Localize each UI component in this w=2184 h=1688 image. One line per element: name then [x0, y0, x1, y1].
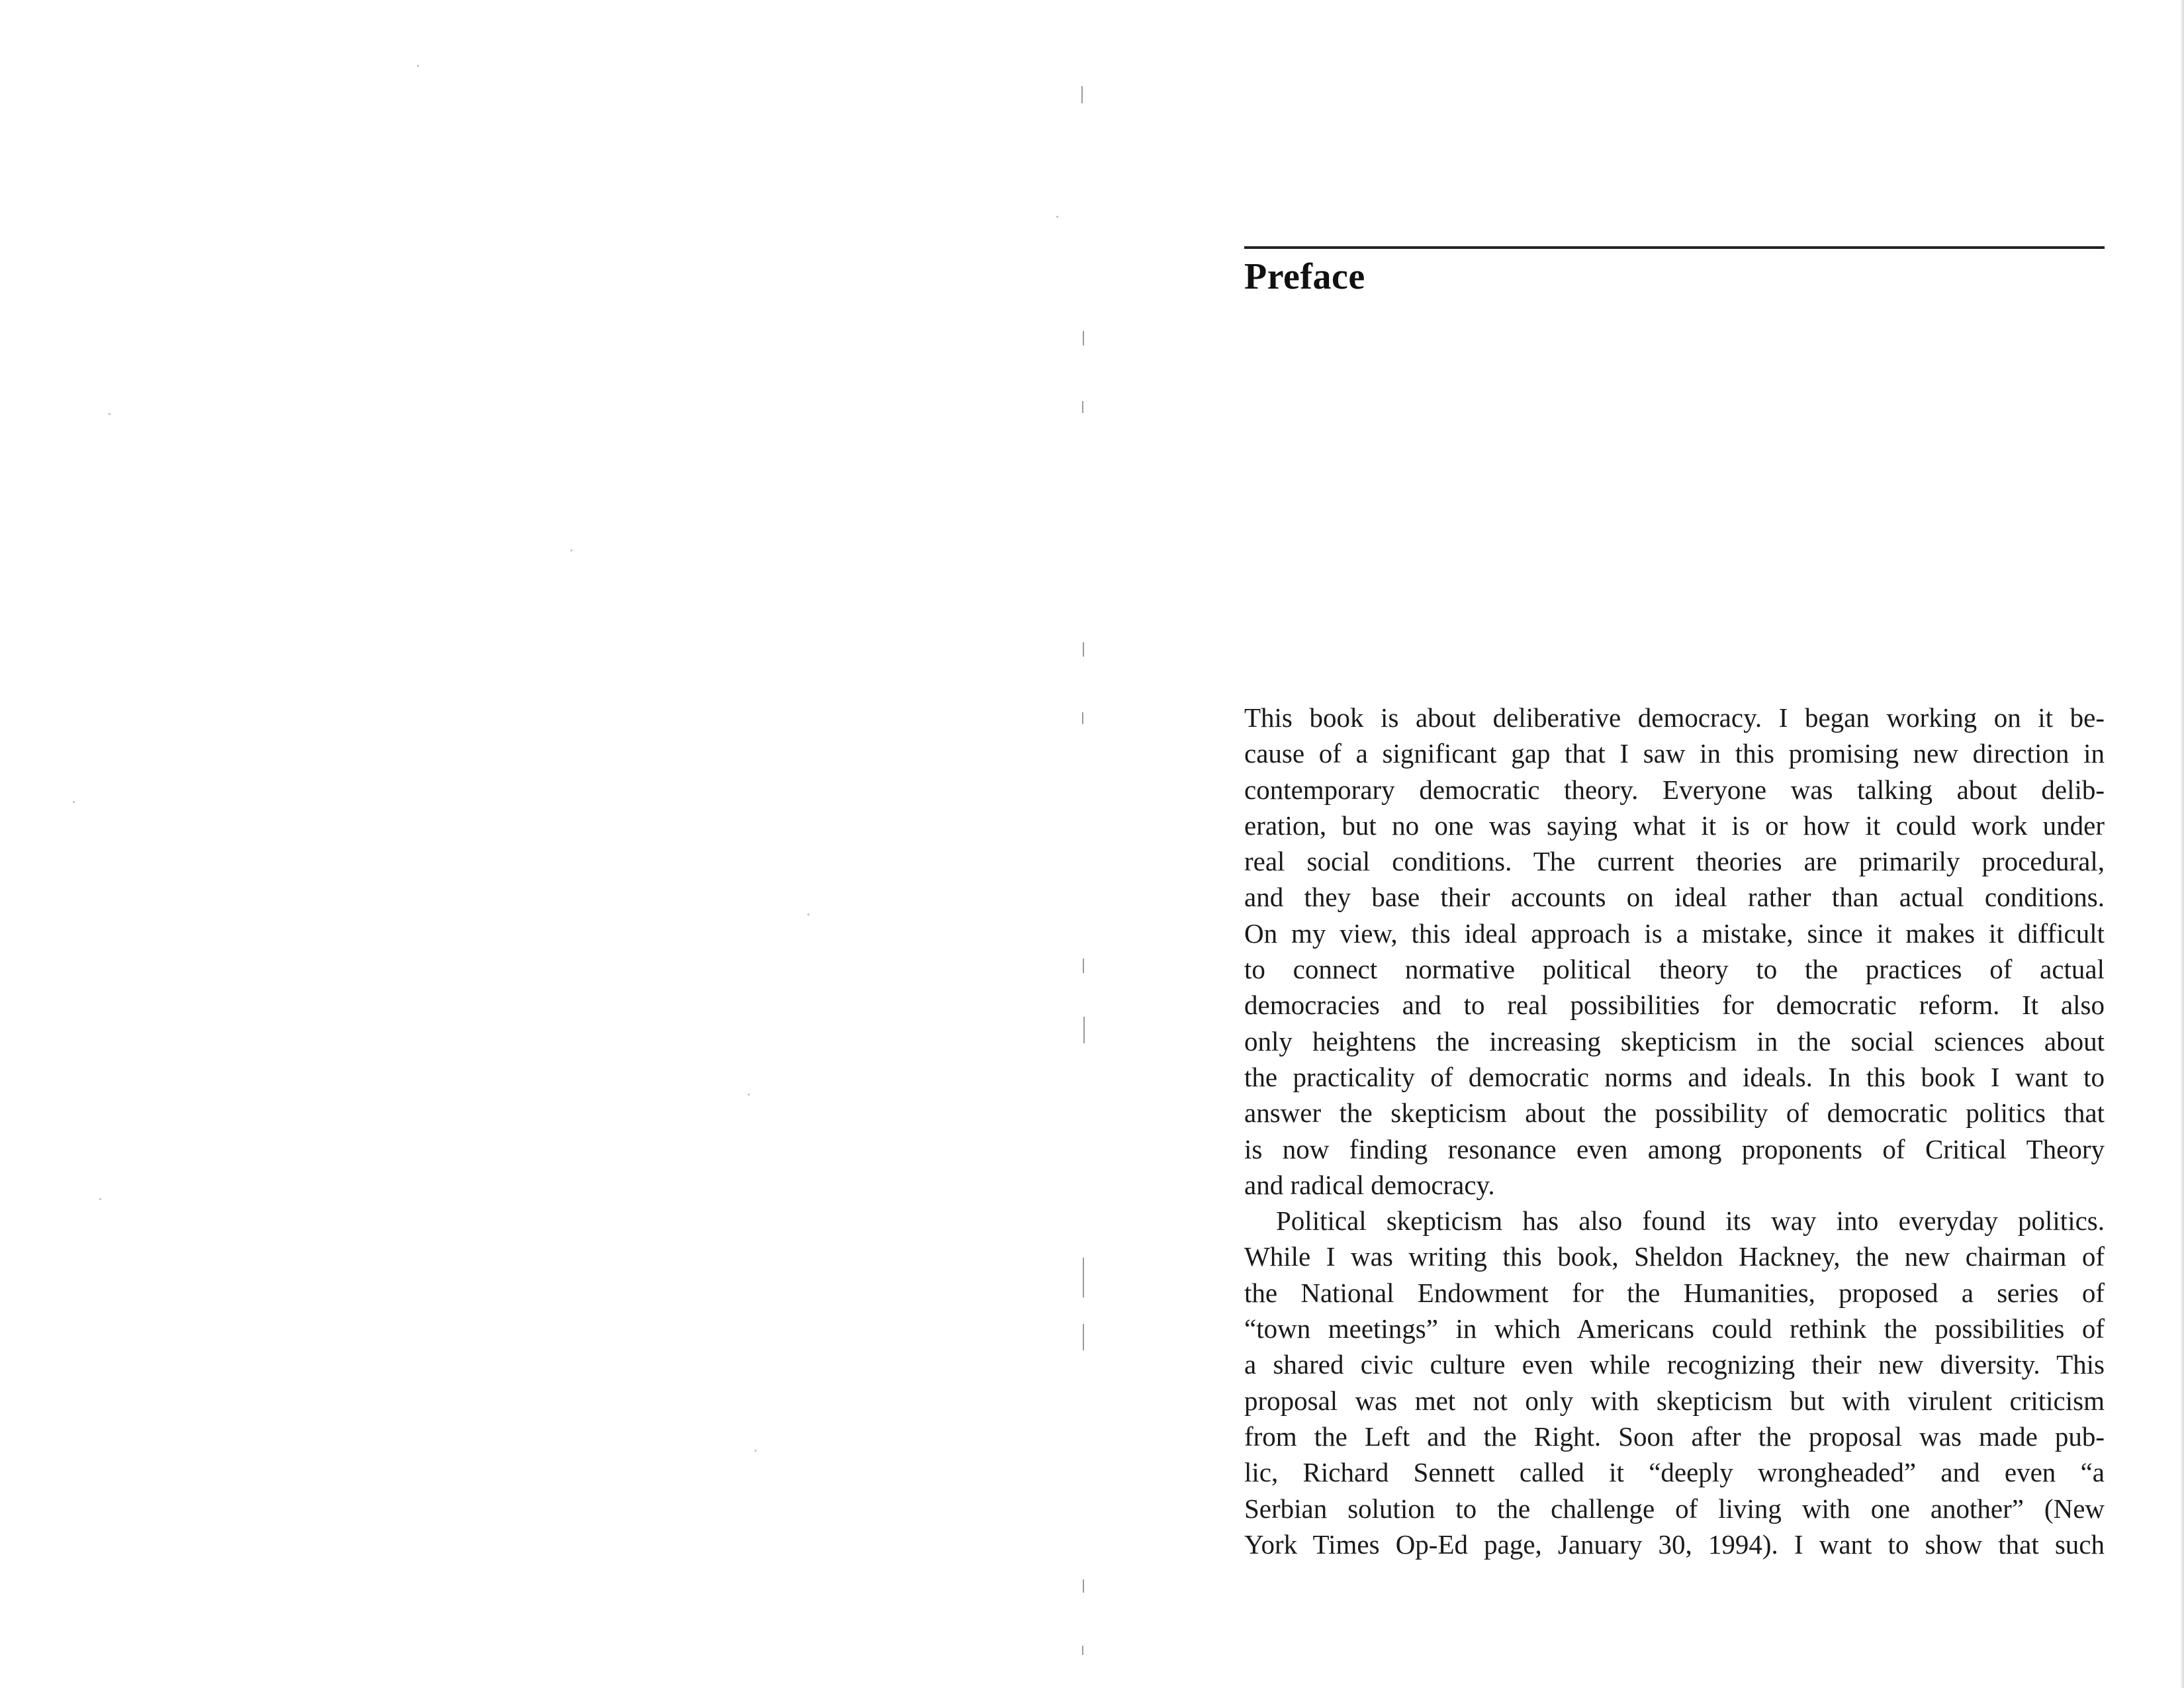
gutter-mark	[1083, 331, 1084, 346]
preface-body	[1244, 700, 2105, 1562]
text-line: and radical democracy.	[1244, 1169, 1495, 1200]
text-line: only heightens the increasing skepticism in the social sciences about	[1244, 1025, 2105, 1056]
preface-page	[1244, 0, 2105, 1688]
text-line: the practicality of democratic norms and ideals. In this book I want to	[1244, 1061, 2105, 1092]
paper-speck	[99, 1198, 101, 1200]
text-line: real social conditions. The current theories are primarily procedural,	[1244, 846, 2105, 877]
paragraph-2	[1244, 1203, 2105, 1562]
text-line: eration, but no one was saying what it is or how it could work under	[1244, 810, 2105, 841]
paper-speck	[109, 413, 111, 415]
text-line: Political skepticism has also found its way into everyday politics.	[1276, 1205, 2105, 1237]
paper-speck	[417, 65, 419, 67]
text-line: lic, Richard Sennett called it “deeply wrongheaded” and even “a	[1244, 1457, 2105, 1488]
text-line: and they base their accounts on ideal rather than actual conditions.	[1244, 882, 2105, 913]
gutter-mark	[1082, 712, 1083, 724]
text-line: York Times Op-Ed page, January 30, 1994). I want to show that such	[1244, 1528, 2105, 1560]
gutter-mark	[1083, 1579, 1084, 1593]
gutter-mark	[1083, 642, 1084, 657]
page-title: Preface	[1244, 256, 1365, 297]
paper-speck	[748, 1094, 750, 1096]
gutter-mark	[1081, 86, 1083, 103]
text-line: While I was writing this book, Sheldon Hackney, the new chairman of	[1244, 1241, 2105, 1272]
text-line: to connect normative political theory to the practices of actual	[1244, 954, 2105, 985]
page-edge-shadow	[2180, 0, 2184, 1688]
text-line: a shared civic culture even while recognizing their new diversity. This	[1244, 1349, 2105, 1380]
gutter-mark	[1083, 1258, 1084, 1297]
gutter-mark	[1083, 959, 1084, 973]
text-line: Serbian solution to the challenge of living with one another” (New	[1244, 1493, 2105, 1524]
paper-speck	[1056, 216, 1058, 218]
text-line: contemporary democratic theory. Everyone was talking about delib-	[1244, 774, 2105, 805]
gutter-mark	[1083, 1324, 1084, 1350]
text-line: cause of a significant gap that I saw in this promising new direction in	[1244, 738, 2105, 769]
paper-speck	[73, 801, 75, 803]
text-line: democracies and to real possibilities for democratic reform. It also	[1244, 990, 2105, 1021]
text-line: answer the skepticism about the possibility of democratic politics that	[1244, 1098, 2105, 1129]
text-line: On my view, this ideal approach is a mistake, since it makes it difficult	[1244, 917, 2105, 949]
text-line: the National Endowment for the Humanities, proposed a series of	[1244, 1277, 2105, 1308]
gutter-mark	[1083, 1017, 1085, 1043]
gutter-mark	[1082, 401, 1083, 413]
paragraph-1	[1244, 700, 2105, 1203]
text-line: is now finding resonance even among proponents of Critical Theory	[1244, 1133, 2105, 1164]
gutter-mark	[1082, 1646, 1083, 1655]
paper-speck	[754, 1450, 756, 1452]
text-line: proposal was met not only with skepticism but with virulent criticism	[1244, 1385, 2105, 1416]
text-line: This book is about deliberative democracy. I began working on it be-	[1244, 702, 2105, 733]
chapter-rule	[1244, 246, 2105, 249]
paper-speck	[570, 549, 572, 551]
blank-left-page	[0, 0, 1085, 1688]
text-line: from the Left and the Right. Soon after the proposal was made pub-	[1244, 1421, 2105, 1452]
paper-speck	[807, 914, 809, 915]
text-line: “town meetings” in which Americans could rethink the possibilities of	[1244, 1313, 2105, 1344]
